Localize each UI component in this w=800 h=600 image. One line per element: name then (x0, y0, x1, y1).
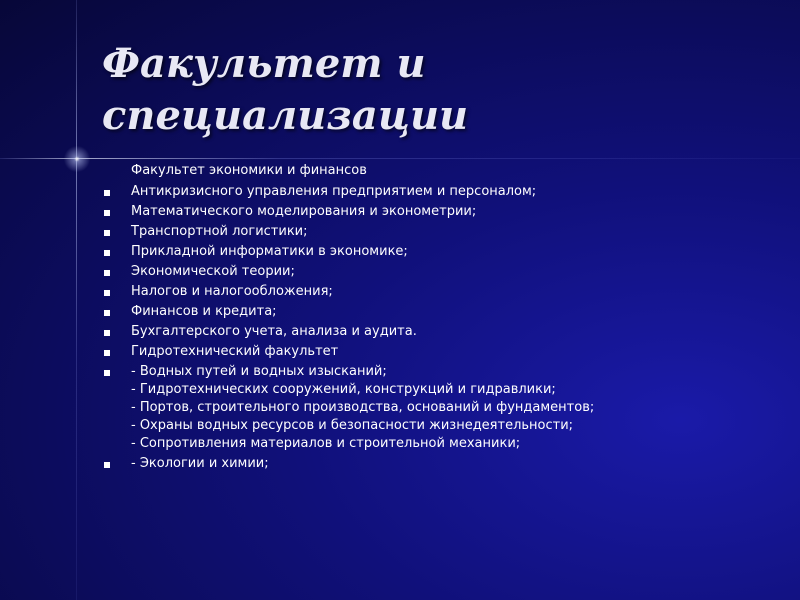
square-bullet-icon (104, 270, 110, 276)
square-bullet-icon (104, 190, 110, 196)
list-item-text: Налогов и налогообложения; (131, 284, 333, 299)
list-item (104, 363, 784, 453)
list-item-text: Экономической теории; (131, 264, 295, 279)
list-item (104, 455, 784, 473)
list-item (104, 323, 784, 341)
list-item-text: - Водных путей и водных изысканий; (131, 364, 387, 379)
list-item-text: Математического моделирования и эконометрии; (131, 204, 477, 219)
decorative-vertical-line (76, 0, 77, 600)
list-item (104, 343, 784, 361)
decorative-horizontal-line (0, 158, 800, 159)
square-bullet-icon (104, 230, 110, 236)
square-bullet-icon (104, 210, 110, 216)
list-item (104, 243, 784, 261)
list-item-text: - Сопротивления материалов и строительной механики; (131, 436, 521, 451)
list-item-text: - Гидротехнических сооружений, конструкций и гидравлики; (131, 382, 556, 397)
list-item-text: Финансов и кредита; (131, 304, 277, 319)
square-bullet-icon (104, 290, 110, 296)
slide-title: Факультет и специализации (102, 40, 469, 139)
square-bullet-icon (104, 310, 110, 316)
list-item-text: - Портов, строительного производства, оснований и фундаментов; (131, 400, 595, 415)
list-item (104, 303, 784, 321)
square-bullet-icon (104, 250, 110, 256)
list-item-text: Транспортной логистики; (131, 224, 308, 239)
specialization-list (104, 183, 784, 473)
list-item (104, 223, 784, 241)
list-item (104, 263, 784, 281)
list-item-text: Прикладной информатики в экономике; (131, 244, 408, 259)
list-item-text: Антикризисного управления предприятием и персоналом; (131, 184, 537, 199)
square-bullet-icon (104, 370, 110, 376)
slide-content (104, 160, 784, 475)
square-bullet-icon (104, 330, 110, 336)
square-bullet-icon (104, 350, 110, 356)
list-item-text: - Охраны водных ресурсов и безопасности жизнедеятельности; (131, 418, 574, 433)
list-item-text: Бухгалтерского учета, анализа и аудита. (131, 324, 417, 339)
square-bullet-icon (104, 462, 110, 468)
list-item-text: - Экологии и химии; (131, 456, 269, 471)
list-item (104, 203, 784, 221)
list-item (104, 283, 784, 301)
list-item (104, 183, 784, 201)
intro-text: Факультет экономики и финансов (131, 163, 367, 178)
sparkle-icon (60, 142, 94, 176)
list-item-text: Гидротехнический факультет (131, 344, 339, 359)
